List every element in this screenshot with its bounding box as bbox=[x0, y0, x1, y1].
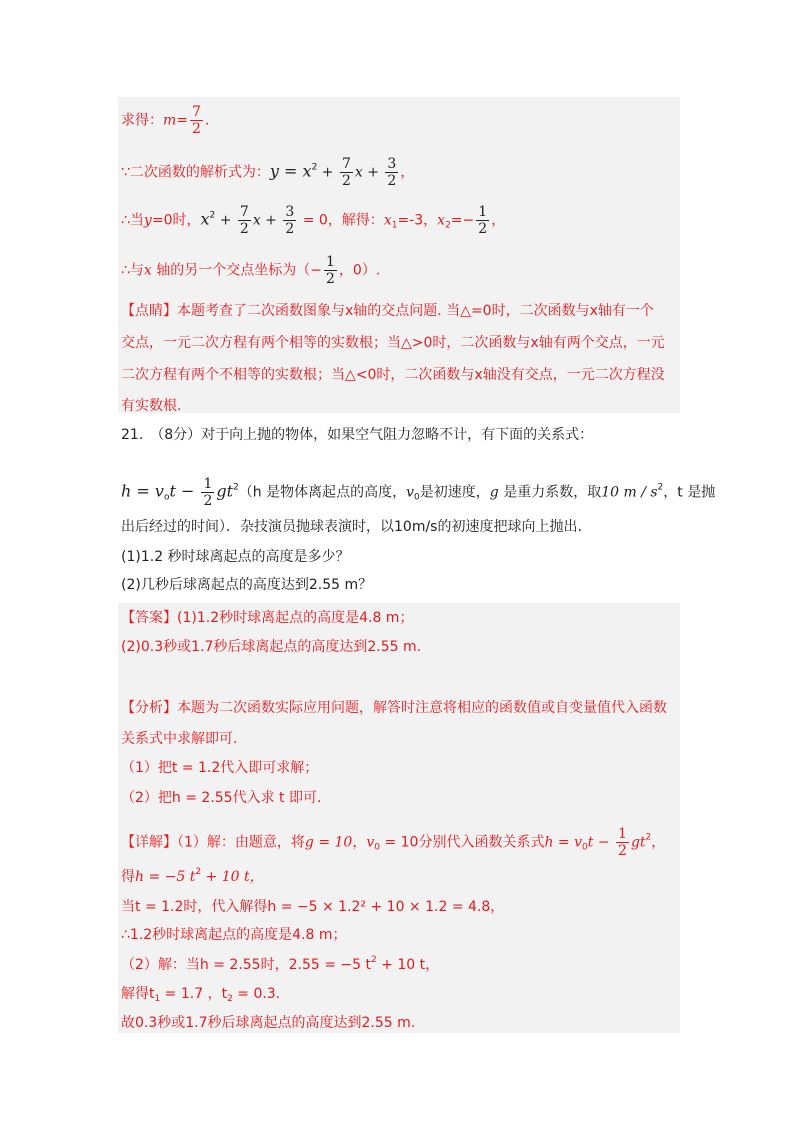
subscript: 1 bbox=[154, 994, 161, 1004]
fraction bbox=[324, 254, 337, 287]
numerator: 3 bbox=[387, 156, 397, 172]
denominator: 2 bbox=[239, 221, 249, 237]
var-v: v bbox=[366, 834, 375, 851]
detail-line bbox=[121, 955, 439, 975]
coord-label: 轴的另一个交点坐标为（− bbox=[151, 262, 323, 279]
formula: h = v bbox=[544, 834, 583, 851]
fraction bbox=[238, 204, 251, 237]
x-term: x + bbox=[252, 212, 282, 229]
m-eq: m= bbox=[163, 112, 189, 129]
subscript: 0 bbox=[414, 492, 420, 503]
detail-line: 当t = 1.2时，代入解得h = −5 × 1.2² + 10 × 1.2 = 4.8， bbox=[121, 899, 505, 915]
var-h: h bbox=[121, 481, 132, 501]
sub-question-1: (1)1.2 秒时球离起点的高度是多少？ bbox=[121, 549, 350, 565]
plus: + bbox=[317, 164, 338, 181]
comma: ， bbox=[651, 834, 666, 851]
root-1: =-3， bbox=[397, 212, 438, 229]
x2: x bbox=[437, 212, 446, 229]
t-term: t − bbox=[169, 481, 200, 501]
fraction bbox=[283, 204, 296, 237]
subscript: 1 bbox=[391, 220, 398, 231]
subscript: 0 bbox=[582, 842, 588, 853]
question-heading: 21. （8分）对于向上抛的物体，如果空气阻力忽略不计，有下面的关系式： bbox=[121, 427, 594, 443]
fraction bbox=[476, 204, 489, 237]
x1: x bbox=[383, 212, 392, 229]
subscript: 2 bbox=[445, 220, 451, 231]
formula-line bbox=[121, 476, 715, 509]
fraction bbox=[385, 156, 398, 189]
formula-desc: 是重力系数，取 bbox=[498, 484, 602, 501]
solution-text: = 1.7 ，t bbox=[160, 986, 228, 1002]
analysis-line: 【分析】本题为二次函数实际应用问题，解答时注意将相应的函数值或自变量值代入函数 bbox=[121, 700, 667, 716]
gt-term: gt bbox=[630, 834, 646, 851]
var-g: g bbox=[489, 484, 499, 501]
therefore-label: ∴当 bbox=[121, 212, 144, 229]
question-text: 出后经过的时间）．杂技演员抛球表演时，以10m/s的初速度把球向上抛出. bbox=[121, 519, 582, 535]
numerator: 1 bbox=[203, 476, 213, 492]
review-para-line: 有实数根. bbox=[121, 398, 182, 414]
exponent: 2 bbox=[195, 867, 202, 877]
detail-line bbox=[121, 984, 280, 1004]
var-y: y bbox=[143, 212, 152, 229]
expr-label: ∵二次函数的解析式为： bbox=[121, 164, 270, 181]
numerator: 1 bbox=[478, 204, 488, 220]
detail-line bbox=[121, 826, 665, 859]
subscript: 2 bbox=[227, 994, 233, 1004]
comma: ， bbox=[352, 834, 367, 851]
fraction bbox=[190, 104, 203, 137]
review-para-line: 二次方程有两个不相等的实数根；当△<0时，二次函数与x轴没有交点，一元二次方程没 bbox=[121, 367, 665, 383]
numerator: 3 bbox=[285, 204, 295, 220]
equation-end: = 0，解得： bbox=[298, 212, 384, 229]
detail-label: 【详解】（1）解：由题意，将 bbox=[121, 834, 305, 851]
denominator: 2 bbox=[285, 221, 295, 237]
condition: =0时， bbox=[151, 212, 201, 229]
formula-desc: 是初速度， bbox=[419, 484, 490, 501]
var-x: x bbox=[143, 262, 152, 279]
coord-end: ，0）. bbox=[338, 262, 381, 279]
therefore-label: ∴与 bbox=[121, 262, 144, 279]
g-value: g = 10 bbox=[304, 834, 353, 851]
numerator: 7 bbox=[239, 204, 249, 220]
comma: ， bbox=[400, 164, 415, 181]
exponent: 2 bbox=[311, 162, 318, 173]
answer-line: (2)0.3秒或1.7秒后球离起点的高度达到2.55 m. bbox=[121, 639, 422, 655]
plus: + bbox=[215, 212, 236, 229]
exponent: 2 bbox=[657, 482, 664, 493]
comma: ， bbox=[491, 212, 506, 229]
var-v: v bbox=[406, 484, 415, 501]
analysis-line: 关系式中求解即可. bbox=[121, 731, 238, 747]
numerator: 1 bbox=[326, 254, 335, 270]
formula-desc: （h 是物体离起点的高度， bbox=[238, 484, 407, 501]
subscript: o bbox=[163, 492, 170, 503]
fraction bbox=[201, 476, 214, 509]
solution-text: = 0.3. bbox=[232, 986, 281, 1002]
review-para-line: 交点，一元二次方程有两个相等的实数根；当△>0时，二次函数与x轴有两个交点，一元 bbox=[121, 335, 665, 351]
x-term: = x bbox=[278, 161, 312, 181]
denominator: 2 bbox=[387, 173, 397, 189]
subscript: 0 bbox=[374, 842, 380, 853]
denominator: 2 bbox=[341, 173, 351, 189]
formula-desc: ，t 是抛 bbox=[663, 484, 716, 501]
t-term: t − bbox=[587, 834, 615, 851]
fraction bbox=[616, 826, 629, 859]
exponent: 2 bbox=[370, 955, 377, 965]
denominator: 2 bbox=[203, 493, 213, 509]
review-para-line: 【点睛】本题考查了二次函数图象与x轴的交点问题. 当△=0时，二次函数与x轴有一个 bbox=[121, 303, 654, 319]
fraction bbox=[340, 156, 353, 189]
v-value: = 10分别代入函数关系式 bbox=[380, 834, 545, 851]
minus: =− bbox=[450, 212, 475, 229]
var-y: y bbox=[269, 161, 279, 181]
solve-label: 求得： bbox=[121, 112, 163, 129]
exponent: 2 bbox=[209, 210, 216, 221]
equation: h = −5 t bbox=[135, 869, 196, 885]
numerator: 1 bbox=[618, 826, 627, 842]
analysis-line: （1）把t = 1.2代入即可求解； bbox=[121, 760, 319, 776]
detail-label: 得 bbox=[121, 869, 135, 885]
numerator: 7 bbox=[192, 104, 201, 120]
x-term: x + bbox=[354, 164, 384, 181]
analytic-expression-line bbox=[121, 156, 414, 189]
numerator: 7 bbox=[341, 156, 351, 172]
detail-line: ∴1.2秒时球离起点的高度是4.8 m； bbox=[121, 927, 347, 943]
solution-text: 解得t bbox=[121, 986, 155, 1002]
denominator: 2 bbox=[192, 121, 201, 137]
analysis-line: （2）把h = 2.55代入求 t 即可. bbox=[121, 790, 322, 806]
detail-line bbox=[121, 867, 264, 887]
exponent: 2 bbox=[645, 832, 652, 843]
denominator: 2 bbox=[326, 271, 335, 287]
conclusion-line: 故0.3秒或1.7秒后球离起点的高度达到2.55 m. bbox=[121, 1015, 416, 1031]
solve-m-line bbox=[121, 104, 209, 137]
equation: + 10 t， bbox=[376, 957, 440, 973]
roots-line bbox=[121, 204, 505, 237]
equation: （2）解：当h = 2.55时，2.55 = −5 t bbox=[121, 957, 371, 973]
unit: 10 m / s bbox=[601, 484, 658, 501]
sub-question-2: (2)几秒后球离起点的高度达到2.55 m？ bbox=[121, 577, 373, 593]
v-term: = v bbox=[131, 481, 164, 501]
exponent: 2 bbox=[233, 482, 239, 493]
period: . bbox=[204, 112, 210, 129]
denominator: 2 bbox=[478, 221, 488, 237]
answer-line: 【答案】(1)1.2秒时球离起点的高度是4.8 m； bbox=[121, 610, 414, 626]
denominator: 2 bbox=[618, 843, 627, 859]
gt-term: gt bbox=[216, 481, 234, 501]
equation: + 10 t， bbox=[201, 869, 264, 885]
var-x: x bbox=[200, 209, 210, 229]
intersection-line bbox=[121, 254, 380, 287]
